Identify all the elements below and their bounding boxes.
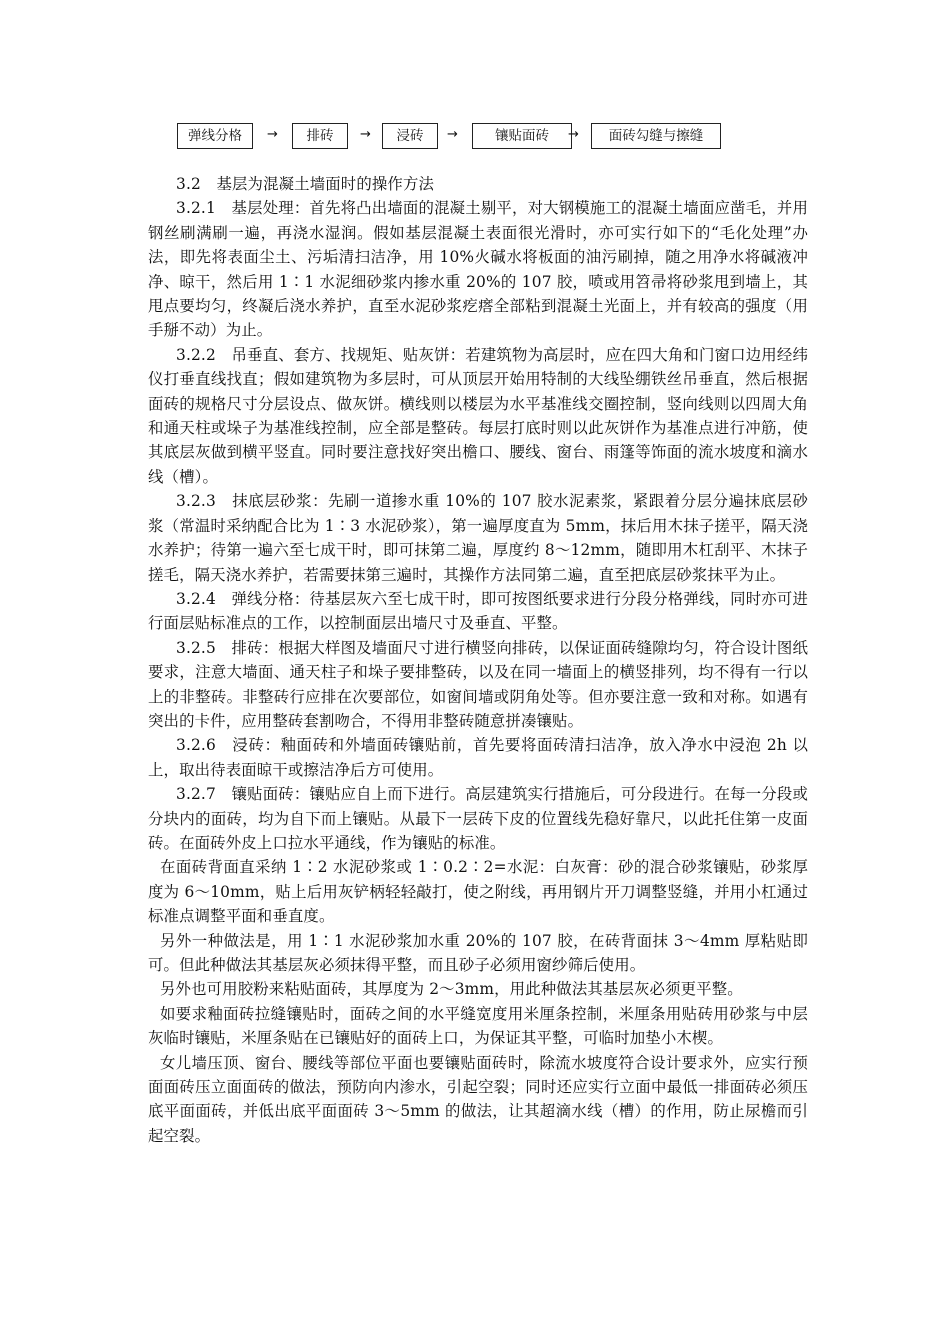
flow-step-box: 面砖勾缝与擦缝 xyxy=(591,123,721,149)
paragraph: 在面砖背面直采纳 1∶2 水泥砂浆或 1∶0.2∶2=水泥：白灰膏：砂的混合砂浆镶贴，砂浆厚度为 6～10mm，贴上后用灰铲柄轻轻敲打，使之附线，再用钢片开刀调整竖缝，并用小杠通过标准点调整平面和垂直度。 xyxy=(148,858,808,926)
section-heading: 3.2 基层为混凝土墙面时的操作方法 xyxy=(176,175,435,193)
flow-step-box: 弹线分格 xyxy=(177,123,253,149)
document-body xyxy=(148,172,808,1148)
flow-step-box: 镶贴面砖 xyxy=(472,123,572,149)
paragraph: 另外也可用胶粉来粘贴面砖，其厚度为 2～3mm，用此种做法其基层灰必须更平整。 xyxy=(160,980,743,999)
flow-arrow-icon: → xyxy=(568,127,579,142)
paragraph: 3.2.3 抹底层砂浆：先刷一道掺水重 10%的 107 胶水泥素浆，紧跟着分层分遍抹底层砂浆（常温时采纳配合比为 1∶3 水泥砂浆），第一遍厚度直为 5mm，抹后用木抹子搓平，隔天浇水养护；待第一遍六至七成干时，即可抹第二遍，厚度约 8～12mm，随即用木杠刮平、木抹子搓毛，隔天浇水养护，若需要抹第三遍时，其操作方法同第二遍，直至把底层砂浆抹平为止。 xyxy=(148,492,808,584)
paragraph: 另外一种做法是，用 1∶1 水泥砂浆加水重 20%的 107 胶，在砖背面抹 3～4mm 厚粘贴即可。但此种做法其基层灰必须抹得平整，而且砂子必须用窗纱筛后使用。 xyxy=(148,931,808,974)
paragraph: 3.2.2 吊垂直、套方、找规矩、贴灰饼：若建筑物为高层时，应在四大角和门窗口边用经纬仪打垂直线找直；假如建筑物为多层时，可从顶层开始用特制的大线坠绷铁丝吊垂直，然后根据面砖的规格尺寸分层设点、做灰饼。横线则以楼层为水平基准线交圈控制，竖向线则以四周大角和通天柱或垛子为基准线控制，应全部是整砖。每层打底时则以此灰饼作为基准点进行冲筋，使其底层灰做到横平竖直。同时要注意找好突出檐口、腰线、窗台、雨篷等饰面的流水坡度和滴水线（槽）。 xyxy=(148,345,808,486)
paragraph: 3.2.7 镶贴面砖：镶贴应自上而下进行。高层建筑实行措施后，可分段进行。在每一分段或分块内的面砖，均为自下而上镶贴。从最下一层砖下皮的位置线先稳好靠尺，以此托住第一皮面砖。在面砖外皮上口拉水平通线，作为镶贴的标准。 xyxy=(148,785,808,852)
paragraph: 3.2.1 基层处理：首先将凸出墙面的混凝土剔平，对大钢模施工的混凝土墙面应凿毛，并用钢丝刷满刷一遍，再浇水湿润。假如基层混凝土表面很光滑时，亦可实行如下的“毛化处理”办法，即先将表面尘土、污垢清扫洁净，用 10%火碱水将板面的油污刷掉，随之用净水将碱液冲净、晾干，然后用 1∶1 水泥细砂浆内掺水重 20%的 107 胶，喷或用笤帚将砂浆甩到墙上，其甩点要均匀，终凝后浇水养护，直至水泥砂浆疙瘩全部粘到混凝土光面上，并有较高的强度（用手掰不动）为止。 xyxy=(148,199,808,340)
flow-arrow-icon: → xyxy=(447,127,458,142)
flow-step-box: 排砖 xyxy=(292,123,348,149)
flow-arrow-icon: → xyxy=(360,127,371,142)
paragraph: 3.2.4 弹线分格：待基层灰六至七成干时，即可按图纸要求进行分段分格弹线，同时亦可进行面层贴标准点的工作，以控制面层出墙尺寸及垂直、平整。 xyxy=(148,589,808,633)
flow-step-box: 浸砖 xyxy=(382,123,438,149)
paragraph: 如要求釉面砖拉缝镶贴时，面砖之间的水平缝宽度用米厘条控制，米厘条用贴砖用砂浆与中层灰临时镶贴，米厘条贴在已镶贴好的面砖上口，为保证其平整，可临时加垫小木楔。 xyxy=(148,1004,808,1048)
paragraph: 3.2.5 排砖：根据大样图及墙面尺寸进行横竖向排砖，以保证面砖缝隙均匀，符合设计图纸要求，注意大墙面、通天柱子和垛子要排整砖，以及在同一墙面上的横竖排列，均不得有一行以上的非整砖。非整砖行应排在次要部位，如窗间墙或阴角处等。但亦要注意一致和对称。如遇有突出的卡件，应用整砖套割吻合，不得用非整砖随意拼凑镶贴。 xyxy=(148,638,808,730)
flow-arrow-icon: → xyxy=(267,127,278,142)
paragraph: 女儿墙压顶、窗台、腰线等部位平面也要镶贴面砖时，除流水坡度符合设计要求外，应实行预面面砖压立面面砖的做法，预防向内渗水，引起空裂；同时还应实行立面中最低一排面砖必须压底平面面砖，并低出底平面面砖 3～5mm 的做法，让其超滴水线（槽）的作用，防止尿檐而引起空裂。 xyxy=(148,1053,808,1145)
paragraph: 3.2.6 浸砖：釉面砖和外墙面砖镶贴前，首先要将面砖清扫洁净，放入净水中浸泡 2h 以上，取出待表面晾干或擦洁净后方可使用。 xyxy=(148,736,808,779)
